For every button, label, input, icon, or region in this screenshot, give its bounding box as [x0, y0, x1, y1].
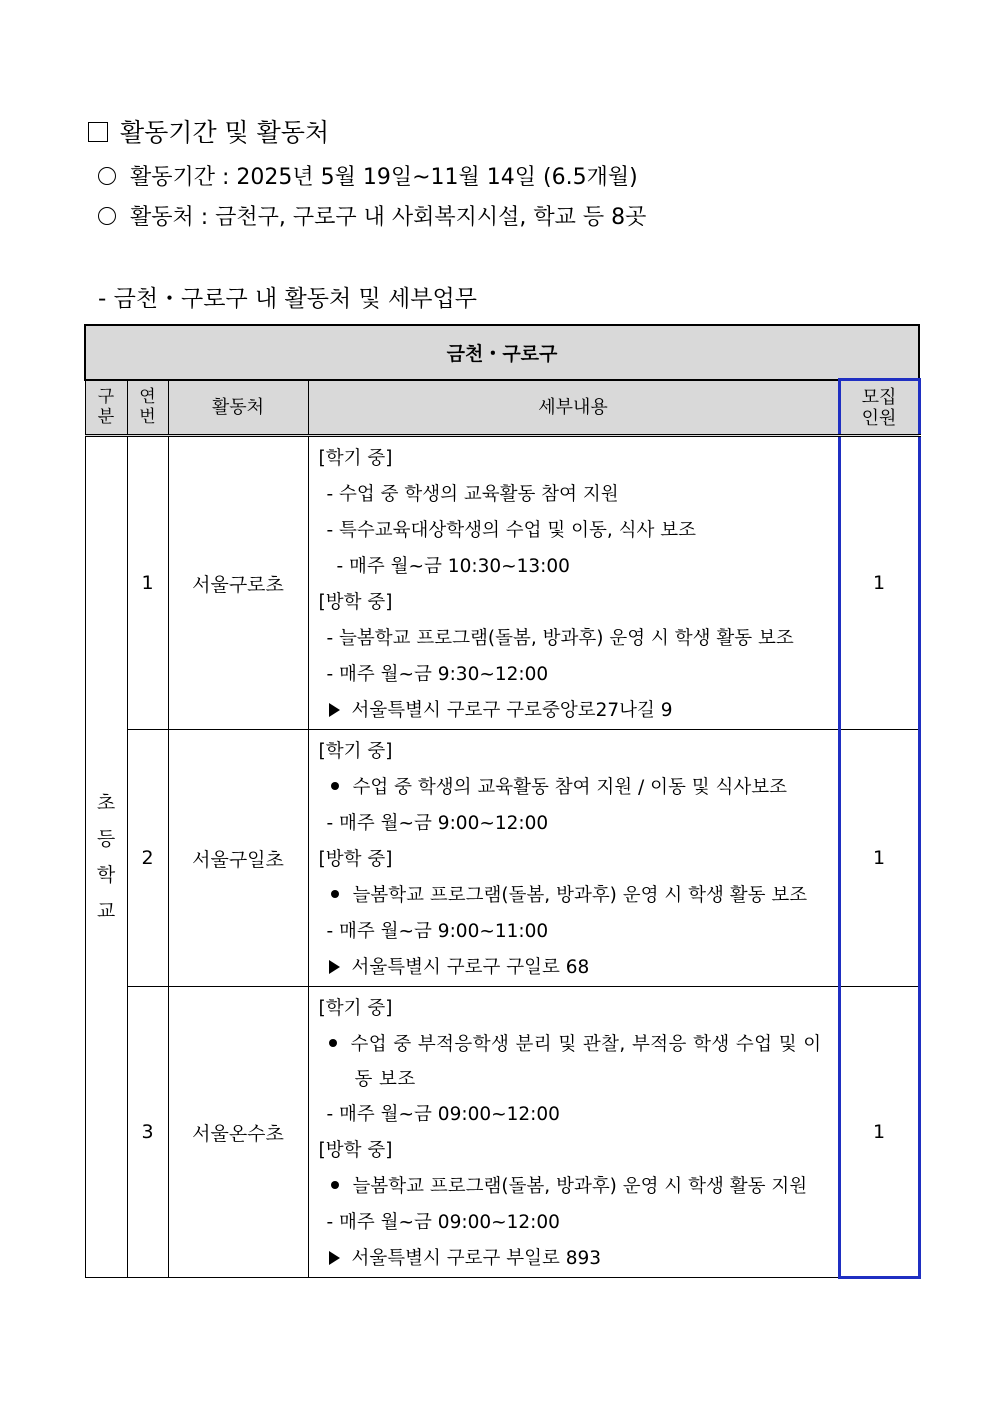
activity-table [84, 324, 921, 1279]
circle-bullet-icon [98, 207, 116, 225]
location-item [98, 201, 646, 235]
row-number: 1 [127, 436, 168, 730]
detail-line: - 매주 월~금 9:00~11:00 [326, 921, 549, 942]
header-recruit-line: 인원 [861, 407, 897, 429]
triangle-right-icon [329, 960, 340, 974]
detail-line: - 매주 월~금 9:00~12:00 [326, 813, 549, 834]
row-detail [308, 987, 839, 1278]
period-text: 활동기간 : 2025년 5월 19일~11월 14일 (6.5개월) [130, 165, 638, 190]
detail-line: - 매주 월~금 09:00~12:00 [326, 1104, 560, 1125]
circle-bullet-icon [98, 167, 116, 185]
detail-line: [방학 중] [318, 849, 393, 870]
detail-line-text: 늘봄학교 프로그램(돌봄, 방과후) 운영 시 학생 활동 보조 [352, 885, 808, 906]
detail-line: [학기 중] [318, 998, 393, 1019]
detail-line-text: 수업 중 학생의 교육활동 참여 지원 / 이동 및 식사보조 [352, 777, 787, 798]
detail-address [319, 1241, 832, 1277]
detail-line: [학기 중] [318, 741, 393, 762]
header-place: 활동처 [168, 380, 308, 436]
category-char: 초 [96, 792, 116, 814]
row-count: 1 [839, 987, 919, 1278]
address-text: 서울특별시 구로구 구로중앙로27나길 9 [351, 700, 673, 721]
header-recruit [839, 380, 919, 436]
section-heading [88, 115, 329, 151]
header-number [127, 380, 168, 436]
detail-line: [학기 중] [318, 448, 393, 469]
row-number: 3 [127, 987, 168, 1278]
table-header-row [85, 380, 919, 436]
row-place: 서울온수초 [168, 987, 308, 1278]
bullet-dot-icon [329, 1039, 337, 1047]
row-place: 서울구로초 [168, 436, 308, 730]
category-cell [85, 436, 127, 1278]
detail-line-text: 수업 중 부적응학생 분리 및 관찰, 부적응 학생 수업 및 이동 보조 [350, 1034, 822, 1090]
detail-line: - 늘봄학교 프로그램(돌봄, 방과후) 운영 시 학생 활동 보조 [326, 628, 794, 649]
header-category [85, 380, 127, 436]
bullet-dot-icon [331, 890, 339, 898]
detail-line: - 특수교육대상학생의 수업 및 이동, 식사 보조 [326, 520, 697, 541]
header-detail: 세부내용 [308, 380, 839, 436]
section-heading-text: 활동기간 및 활동처 [120, 118, 330, 147]
detail-line: - 매주 월~금 10:30~13:00 [336, 556, 570, 577]
detail-line [319, 878, 832, 914]
detail-line: - 매주 월~금 9:30~12:00 [326, 664, 549, 685]
detail-line-text: 늘봄학교 프로그램(돌봄, 방과후) 운영 시 학생 활동 지원 [352, 1176, 808, 1197]
detail-line: [방학 중] [318, 592, 393, 613]
bullet-dot-icon [331, 782, 339, 790]
row-number: 2 [127, 730, 168, 987]
triangle-right-icon [329, 1251, 340, 1265]
row-place: 서울구일초 [168, 730, 308, 987]
header-recruit-line: 모집 [861, 386, 897, 408]
detail-line [319, 770, 832, 806]
header-category-char: 분 [97, 407, 115, 428]
table-row [85, 730, 919, 987]
row-count: 1 [839, 436, 919, 730]
table-title-row [85, 325, 919, 380]
triangle-right-icon [329, 703, 340, 717]
header-number-char: 번 [139, 407, 156, 428]
table-title: 금천・구로구 [85, 325, 919, 380]
row-count: 1 [839, 730, 919, 987]
period-item [98, 161, 638, 195]
address-text: 서울특별시 구로구 구일로 68 [351, 957, 590, 978]
row-detail [308, 730, 839, 987]
header-category-char: 구 [97, 387, 115, 408]
detail-line: - 수업 중 학생의 교육활동 참여 지원 [326, 484, 619, 505]
table-subtitle: - 금천・구로구 내 활동처 및 세부업무 [98, 286, 477, 312]
header-number-char: 연 [139, 387, 156, 408]
detail-address [319, 693, 832, 729]
detail-address [319, 950, 832, 986]
row-detail [308, 436, 839, 730]
category-char: 교 [96, 900, 116, 922]
category-char: 학 [96, 864, 116, 886]
square-bullet-icon [88, 122, 108, 142]
bullet-dot-icon [331, 1181, 339, 1189]
address-text: 서울특별시 구로구 부일로 893 [351, 1248, 602, 1269]
detail-line: - 매주 월~금 09:00~12:00 [326, 1212, 560, 1233]
category-char: 등 [96, 828, 116, 850]
location-text: 활동처 : 금천구, 구로구 내 사회복지시설, 학교 등 8곳 [130, 205, 647, 230]
table-row [85, 436, 919, 730]
detail-line: [방학 중] [318, 1140, 393, 1161]
detail-line [319, 1027, 832, 1097]
table-row [85, 987, 919, 1278]
detail-line [319, 1169, 832, 1205]
